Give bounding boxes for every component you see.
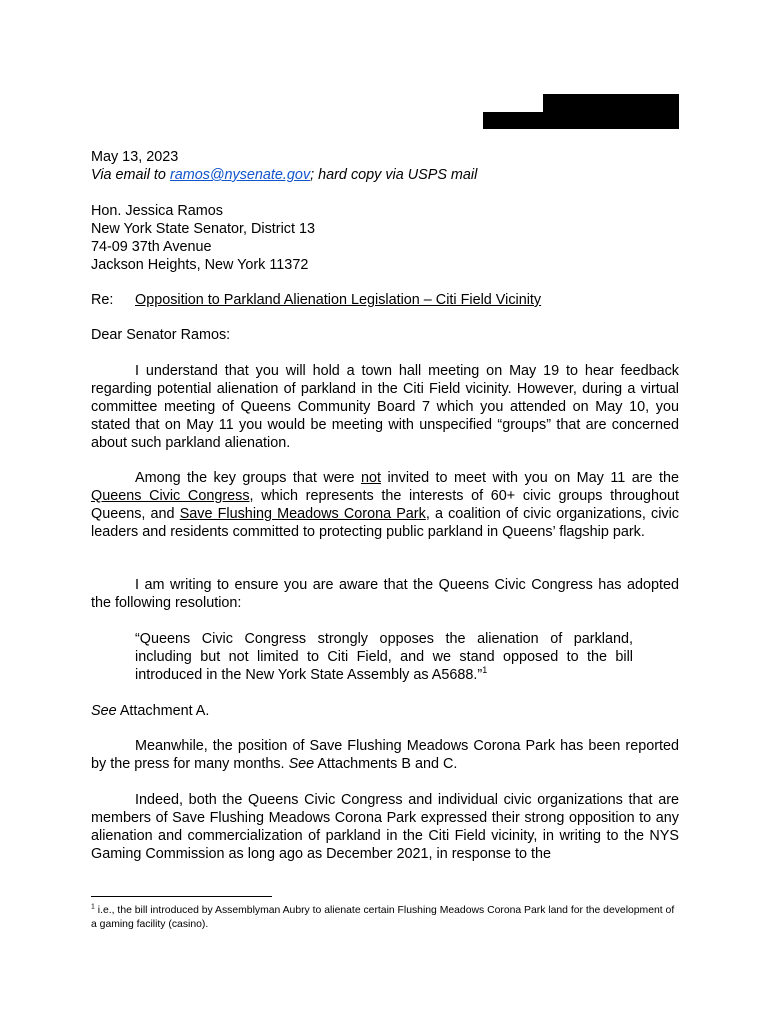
recipient-city: Jackson Heights, New York 11372 [91, 257, 309, 273]
emphasis-not: not [361, 470, 382, 486]
footnote [91, 904, 679, 932]
salutation: Dear Senator Ramos: [91, 327, 231, 343]
recipient-title: New York State Senator, District 13 [91, 221, 315, 237]
footnote-text: i.e., the bill introduced by Assemblyman Aubry to alienate certain Flushing Meadows Corona Park land for the development of a gaming facility (casino). [91, 905, 675, 930]
footnote-ref[interactable]: 1 [482, 665, 488, 676]
email-link[interactable]: ramos@nysenate.gov [169, 167, 311, 183]
redaction-block [483, 112, 679, 129]
letter-date: May 13, 2023 [91, 149, 179, 165]
delivery-prefix: Via email to [91, 167, 170, 183]
recipient-address [91, 202, 679, 274]
footnote-divider [91, 896, 272, 897]
footnote-number: 1 [91, 903, 95, 911]
delivery-line [91, 166, 679, 184]
see-attachment-a: See Attachment A. [91, 703, 210, 719]
redaction-block [543, 94, 679, 114]
subject-text: Opposition to Parkland Alienation Legislation – Citi Field Vicinity [135, 292, 542, 308]
save-fmcp-link[interactable]: Save Flushing Meadows Corona Park [179, 506, 426, 522]
resolution-quote: “Queens Civic Congress strongly opposes the alienation of parkland, including but not limited to Citi Field, and we stand opposed to the bill introduced in the New York State Assembly as A5688.”$^1$ [135, 631, 633, 683]
paragraph-groups: Among the key groups that were not invited to meet with you on May 11 are the Queens Civic Congress, which represents the interests of 60+ civic groups throughout Queens, and Save Flushing Meadows Corona Park, a coalition of civic organizations, civic leaders and residents committed to protecting public parkland in Queens’ flagship park. [91, 470, 679, 540]
paragraph-press: Meanwhile, the position of Save Flushing Meadows Corona Park has been reported by the press for many months. See Attachments B and C. [91, 738, 679, 772]
delivery-suffix: ; hard copy via USPS mail [310, 167, 478, 183]
recipient-street: 74-09 37th Avenue [91, 239, 212, 255]
paragraph-opposition: Indeed, both the Queens Civic Congress and individual civic organizations that are members of Save Flushing Meadows Corona Park expressed their strong opposition to any alienation and commercialization of parkland in the Citi Field vicinity, in writing to the NYS Gaming Commission as long ago as December 2021, in response to the [91, 792, 679, 862]
subject-line [91, 291, 679, 309]
paragraph-town-hall: I understand that you will hold a town hall meeting on May 19 to hear feedback regarding potential alienation of parkland in the Citi Field vicinity. However, during a virtual committee meeting of Queens Community Board 7 which you attended on May 10, you stated that on May 11 you would be meeting with unspecified “groups” that are concerned about such parkland alienation. [91, 363, 679, 451]
subject-label: Re: [91, 292, 114, 308]
recipient-name: Hon. Jessica Ramos [91, 203, 223, 219]
queens-civic-congress-link[interactable]: Queens Civic Congress [91, 488, 250, 504]
paragraph-resolution-intro: I am writing to ensure you are aware that the Queens Civic Congress has adopted the following resolution: [91, 577, 679, 611]
